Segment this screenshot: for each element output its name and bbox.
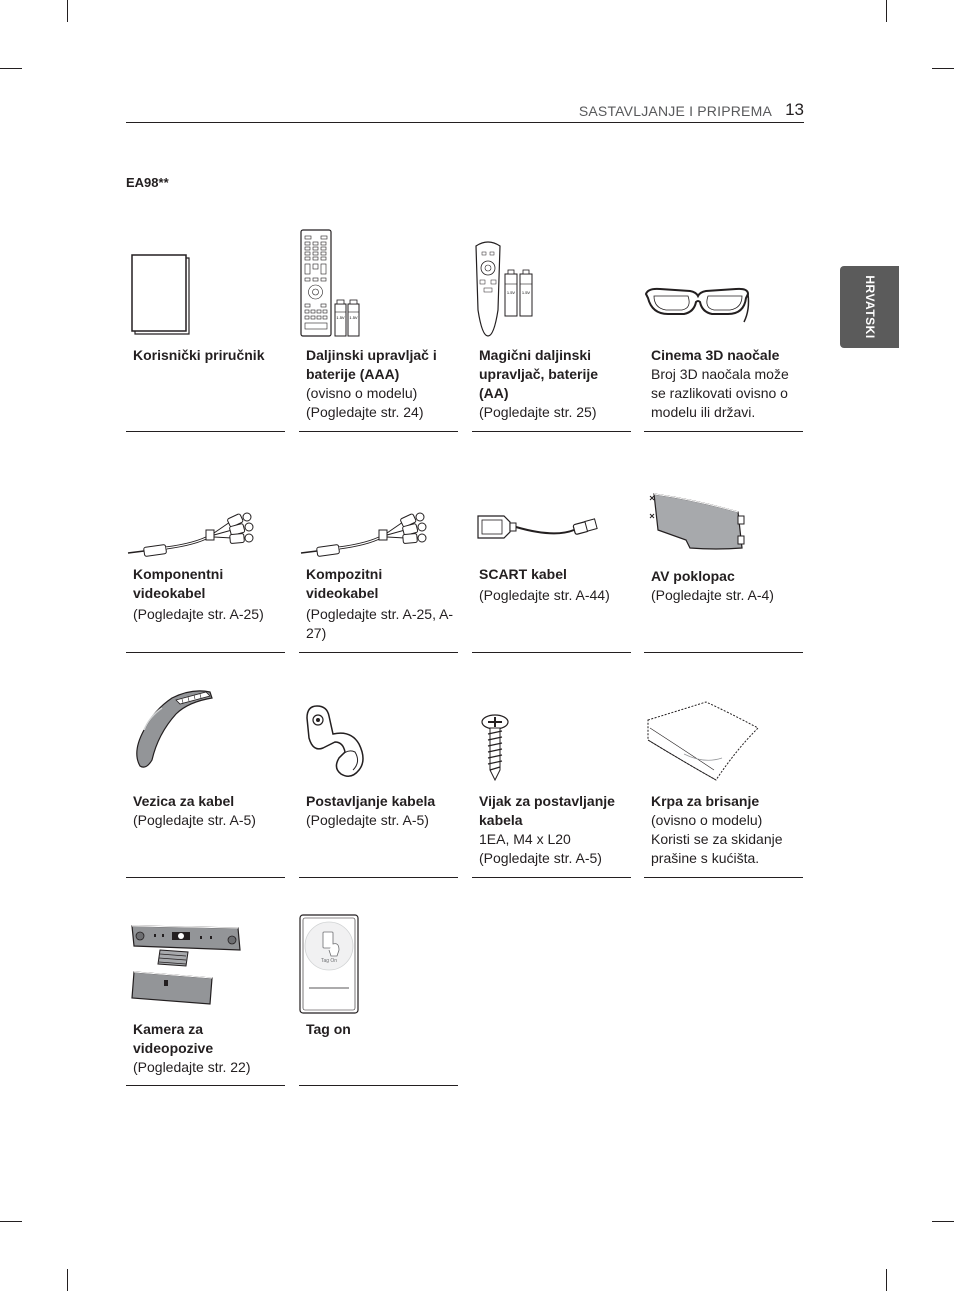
item-title: Magični daljinski upravljač, baterije (AA) [479,347,599,401]
language-tab-label: HRVATSKI [862,275,877,339]
component-cable-icon [126,506,260,558]
crop-mark [67,0,68,22]
accessory-item [472,220,631,432]
item-title: Korisnički priručnik [133,347,265,363]
accessory-item [644,490,803,653]
crop-mark [0,1221,22,1222]
item-title: Kompozitni videokabel [306,566,383,601]
accessory-item [299,910,458,1086]
item-caption [133,792,283,830]
accessory-item [472,682,631,878]
item-caption [479,792,629,868]
remote-control-icon [299,228,363,340]
model-number: EA98** [126,175,169,190]
composite-cable-icon [299,506,433,558]
tag-on-label: Tag On [320,958,338,964]
scart-cable-icon [474,510,604,546]
item-detail: 1EA, M4 x L20 [479,831,571,847]
item-detail: (Pogledajte str. A-5) [479,850,602,866]
battery-label: 1.5V [521,290,531,295]
item-detail: (Pogledajte str. A-4) [651,587,774,603]
accessory-item [299,682,458,878]
crop-mark [886,1269,887,1291]
item-caption [651,567,801,605]
crop-mark [886,0,887,22]
item-title: Tag on [306,1021,351,1037]
item-title: AV poklopac [651,568,735,584]
item-detail: Koristi se za skidanje prašine s kućišta. [651,831,783,866]
3d-glasses-icon [644,284,752,328]
item-caption [306,565,456,643]
accessory-item [299,220,458,432]
item-caption [306,792,456,830]
accessory-item [126,220,285,432]
page-header [126,98,804,123]
accessory-item [644,220,803,432]
item-title: Komponentni videokabel [133,566,224,601]
accessory-item [126,682,285,878]
item-caption [133,1020,283,1077]
video-camera-icon [128,920,244,1010]
cleaning-cloth-icon [644,698,762,786]
item-caption [306,1020,456,1039]
item-caption [651,792,801,868]
item-detail: (Pogledajte str. A-5) [133,812,256,828]
item-caption [651,346,801,422]
battery-label: 1.5V [349,315,358,320]
item-caption [306,346,456,422]
item-detail: Broj 3D naočala može se razlikovati ovisno o modelu ili državi. [651,366,789,420]
page-number: 13 [785,100,804,119]
item-detail: (Pogledajte str. 22) [133,1059,251,1075]
crop-mark [932,68,954,69]
item-title: Vijak za postavljanje kabela [479,793,615,828]
battery-label: 1.5V [336,315,345,320]
manual-icon [131,254,191,336]
item-title: Kamera za videopozive [133,1021,214,1056]
section-title: SASTAVLJANJE I PRIPREMA [578,103,772,119]
crop-mark [67,1269,68,1291]
screw-icon [480,714,510,782]
language-tab [840,266,899,348]
item-title: Cinema 3D naočale [651,347,780,363]
item-detail: (Pogledajte str. A-44) [479,587,610,603]
magic-remote-icon [472,240,538,340]
accessory-item [126,910,285,1086]
item-title: SCART kabel [479,566,567,582]
item-detail: (Pogledajte str. A-25, A-27) [306,606,454,641]
item-title: Vezica za kabel [133,793,235,809]
item-detail: (ovisno o modelu) [306,385,418,401]
tag-on-icon [299,914,359,1014]
item-detail: (Pogledajte str. 25) [479,404,597,420]
accessory-item [472,490,631,653]
item-detail: (ovisno o modelu) [651,812,763,828]
item-detail: (Pogledajte str. A-5) [306,812,429,828]
crop-mark [932,1221,954,1222]
item-detail: (Pogledajte str. 24) [306,404,424,420]
item-caption [479,346,629,422]
accessory-item [126,490,285,653]
cable-tie-icon [132,686,218,772]
item-title: Postavljanje kabela [306,793,436,809]
item-title: Daljinski upravljač i baterije (AAA) [306,347,437,382]
crop-mark [0,68,22,69]
item-caption [479,565,629,605]
item-detail: (Pogledajte str. A-25) [133,606,264,622]
av-cover-icon [646,490,750,556]
item-caption [133,565,283,624]
cable-holder-icon [303,704,367,780]
item-title: Krpa za brisanje [651,793,760,809]
item-caption [133,346,283,365]
battery-label: 1.5V [506,290,516,295]
accessory-item [644,682,803,878]
accessory-item [299,490,458,653]
